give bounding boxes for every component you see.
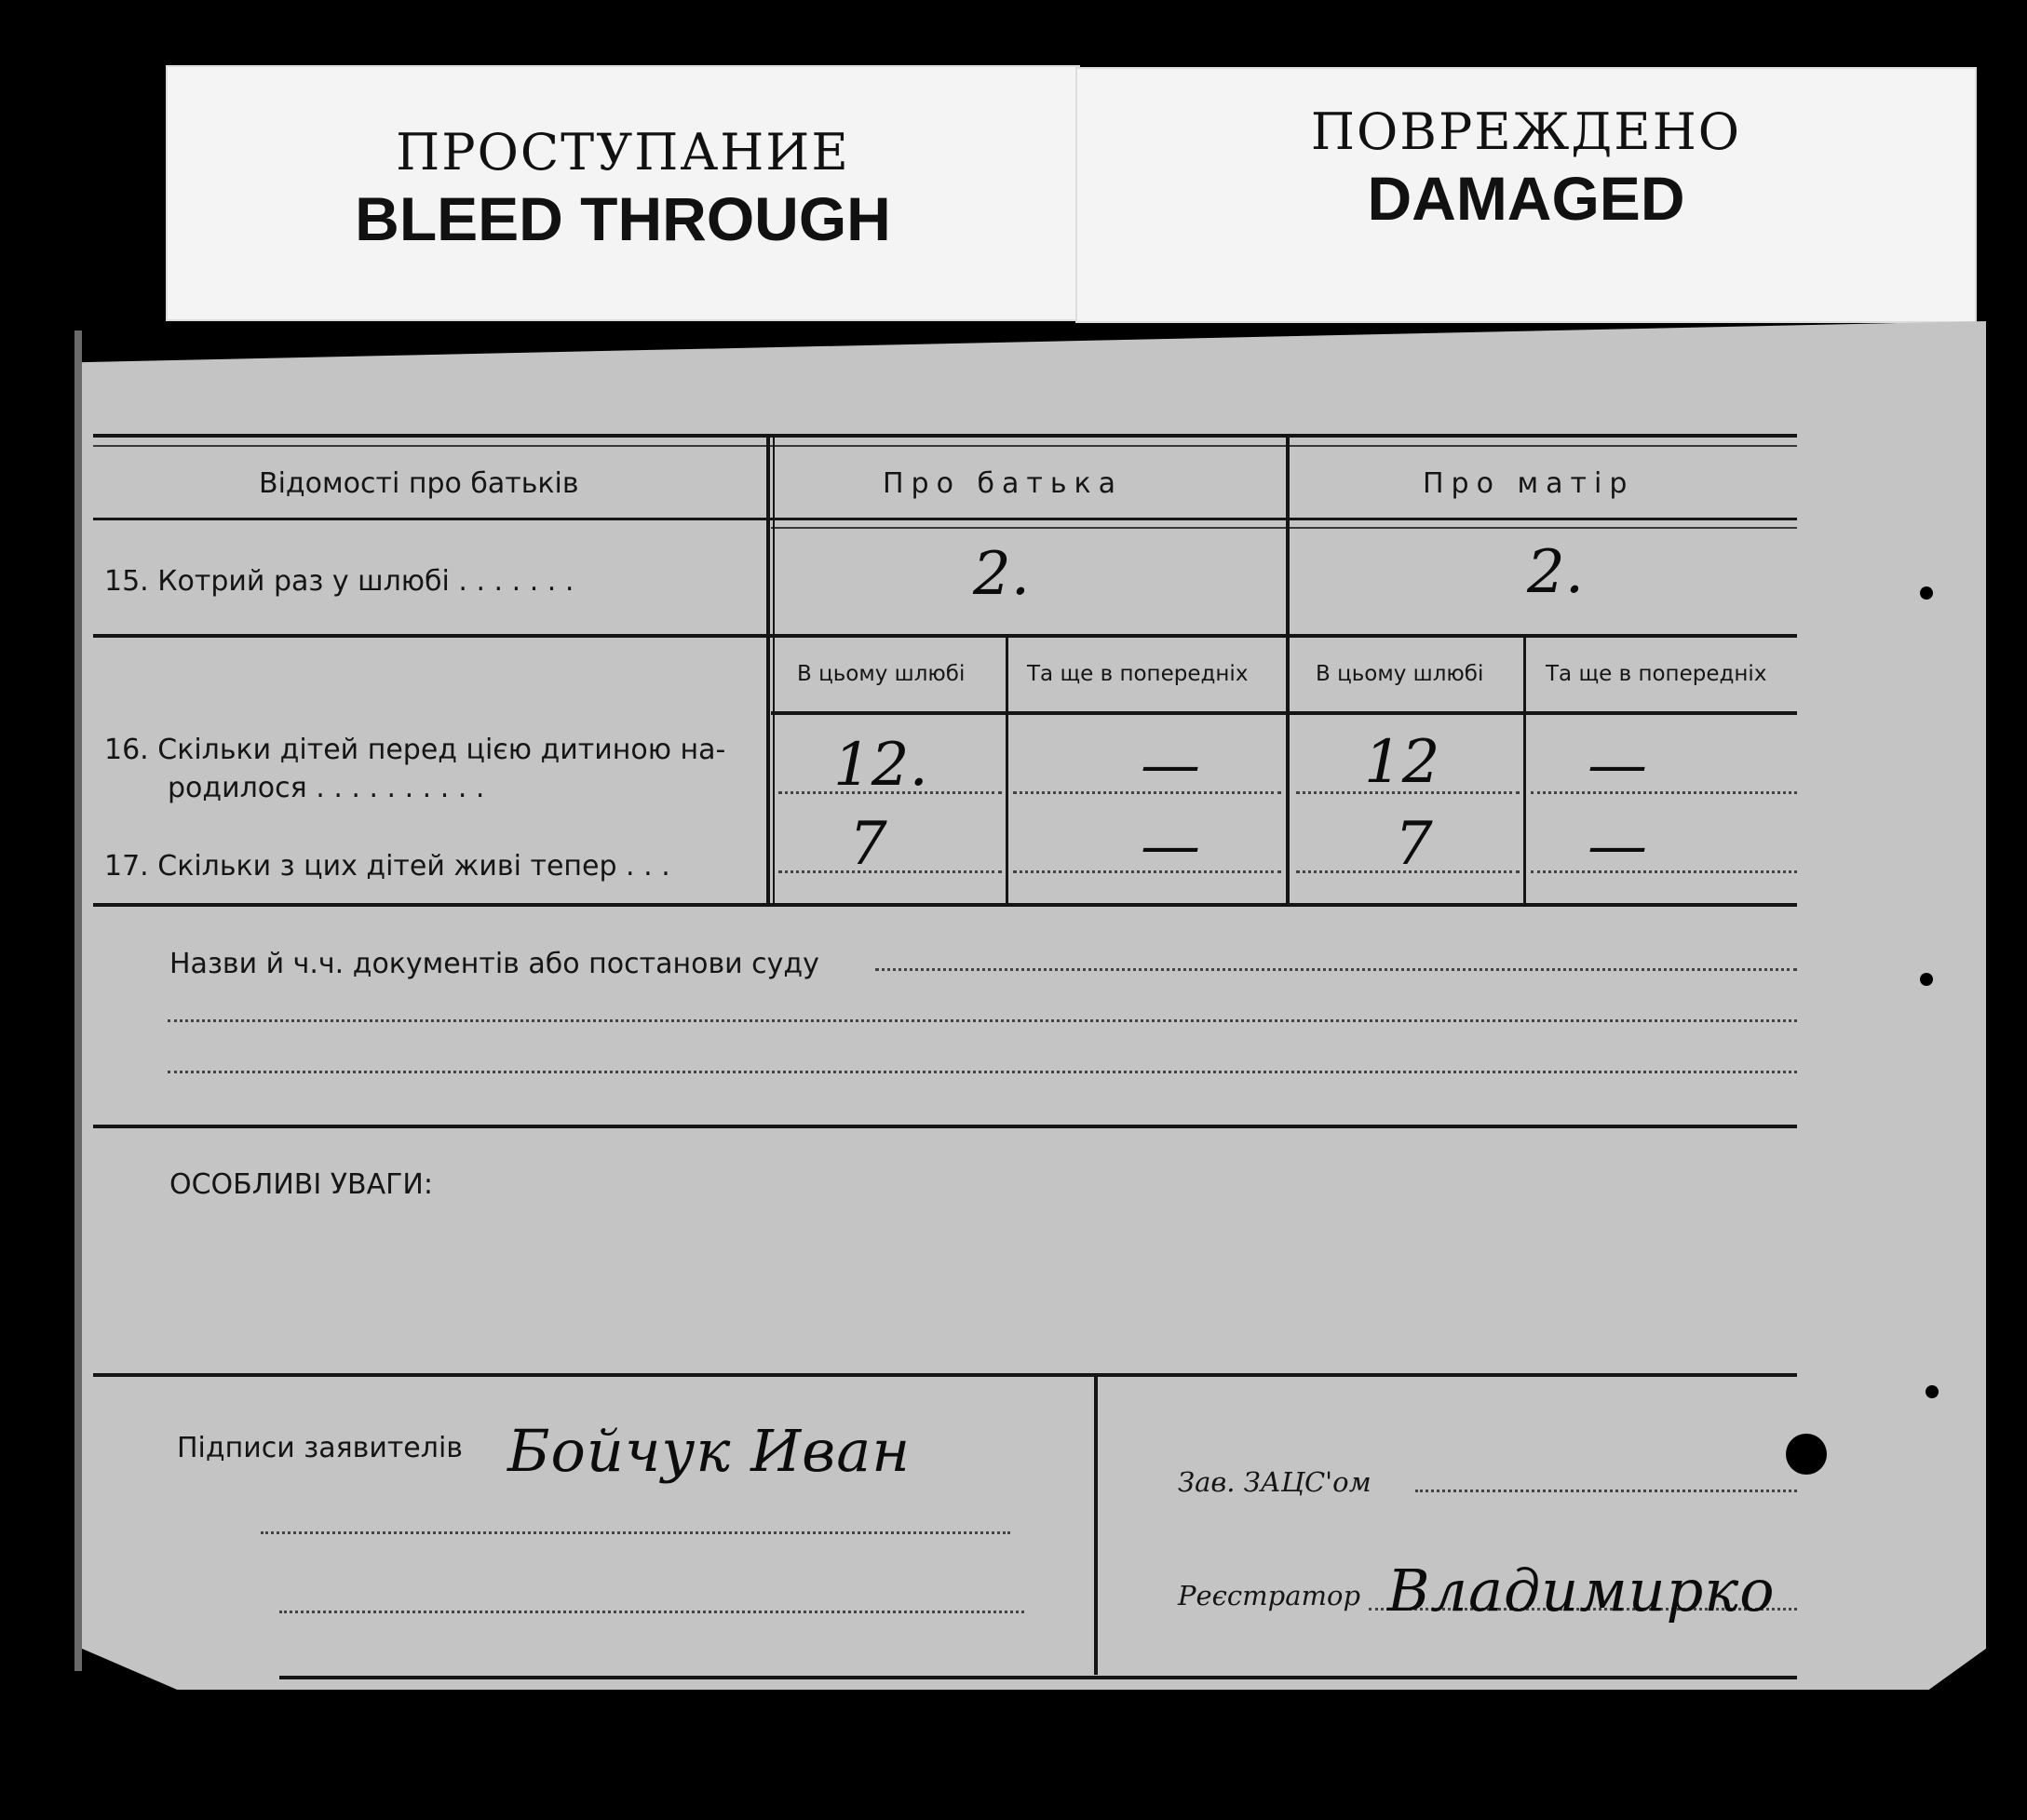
subheader-father-this-marriage: В цьому шлюбі <box>797 662 966 686</box>
signature-divider <box>1094 1375 1098 1675</box>
row15-father-value: 2. <box>973 540 1031 609</box>
damaged-ru: ПОВРЕЖДЕНО <box>1310 102 1742 161</box>
row16-mother-this-value: 12 <box>1364 728 1440 797</box>
registrar-signature: Владимирко <box>1387 1557 1776 1625</box>
bleed-through-ru: ПРОСТУПАНИЕ <box>396 123 850 182</box>
binding-hole <box>1920 973 1933 986</box>
row16-label-line1: 16. Скільки дітей перед цією дитиною на- <box>104 734 726 766</box>
row16-father-prev-value: — <box>1141 731 1200 800</box>
row15-mother-value: 2. <box>1527 538 1585 607</box>
row17-mother-prev-value: — <box>1588 812 1647 881</box>
row17-mother-this-value: 7 <box>1395 810 1433 879</box>
damaged-en: DAMAGED <box>1367 164 1685 233</box>
row17-father-prev-value: — <box>1141 812 1200 881</box>
row17-father-this-value: 7 <box>849 810 887 879</box>
row17-father-this-dots <box>778 870 1002 873</box>
documents-top-rule <box>93 903 1797 907</box>
row16-top-rule <box>93 634 1797 638</box>
col-divider-mother-sub <box>1523 638 1526 905</box>
subheader-father-previous: Та ще в попередніх <box>1027 662 1249 686</box>
table-top-rule <box>93 434 1797 438</box>
binding-hole <box>1920 586 1933 600</box>
documents-label: Назви й ч.ч. документів або постанови суду <box>169 948 819 980</box>
signatures-label: Підписи заявителів <box>177 1432 463 1464</box>
applicant-dots-1 <box>261 1531 1010 1534</box>
documents-dots-1 <box>875 968 1797 971</box>
col-divider-labels-double <box>773 438 775 905</box>
row16-father-this-value: 12. <box>833 731 928 800</box>
header-about-father: Про батька <box>883 467 1124 500</box>
head-dots <box>1415 1490 1797 1492</box>
binding-hole <box>1926 1385 1939 1398</box>
special-notes-label: ОСОБЛИВІ УВАГИ: <box>169 1168 433 1201</box>
signatures-top-rule <box>93 1373 1797 1377</box>
registrar-label: Реєстратор <box>1178 1580 1361 1611</box>
notes-top-rule <box>93 1125 1797 1128</box>
form-bottom-rule <box>279 1676 1797 1679</box>
row15-top-rule <box>93 518 1797 520</box>
header-parents-info: Відомості про батьків <box>259 467 579 500</box>
applicant-signature: Бойчук Иван <box>507 1417 912 1485</box>
row17-label: 17. Скільки з цих дітей живі тепер . . . <box>104 850 670 883</box>
row15-label: 15. Котрий раз у шлюбі . . . . . . . <box>104 565 574 598</box>
row16-mother-prev-value: — <box>1588 731 1647 800</box>
col-divider-father-mother <box>1286 438 1290 905</box>
row17-mother-prev-dots <box>1531 870 1797 873</box>
subheader-mother-this-marriage: В цьому шлюбі <box>1316 662 1484 686</box>
col-divider-father-sub <box>1006 638 1008 905</box>
row15-underline <box>771 527 1797 529</box>
documents-dots-3 <box>168 1071 1797 1073</box>
damaged-label-card <box>1075 67 1977 323</box>
documents-dots-2 <box>168 1019 1797 1022</box>
row16-mother-prev-dots <box>1531 791 1797 794</box>
head-of-registry-label: Зав. ЗАЦС'ом <box>1178 1466 1372 1498</box>
col-divider-labels <box>766 438 770 905</box>
bleed-through-label-card <box>166 65 1080 321</box>
subheader-mother-previous: Та ще в попередніх <box>1546 662 1767 686</box>
bleed-through-en: BLEED THROUGH <box>355 184 891 253</box>
header-underline <box>93 445 1797 447</box>
binding-hole <box>1786 1434 1827 1475</box>
subheader-rule <box>771 711 1797 715</box>
header-about-mother: Про матір <box>1423 467 1635 500</box>
paper-edge-shadow <box>74 330 82 1671</box>
applicant-dots-2 <box>279 1611 1024 1613</box>
row16-label-line2: родилося . . . . . . . . . . <box>168 772 485 804</box>
